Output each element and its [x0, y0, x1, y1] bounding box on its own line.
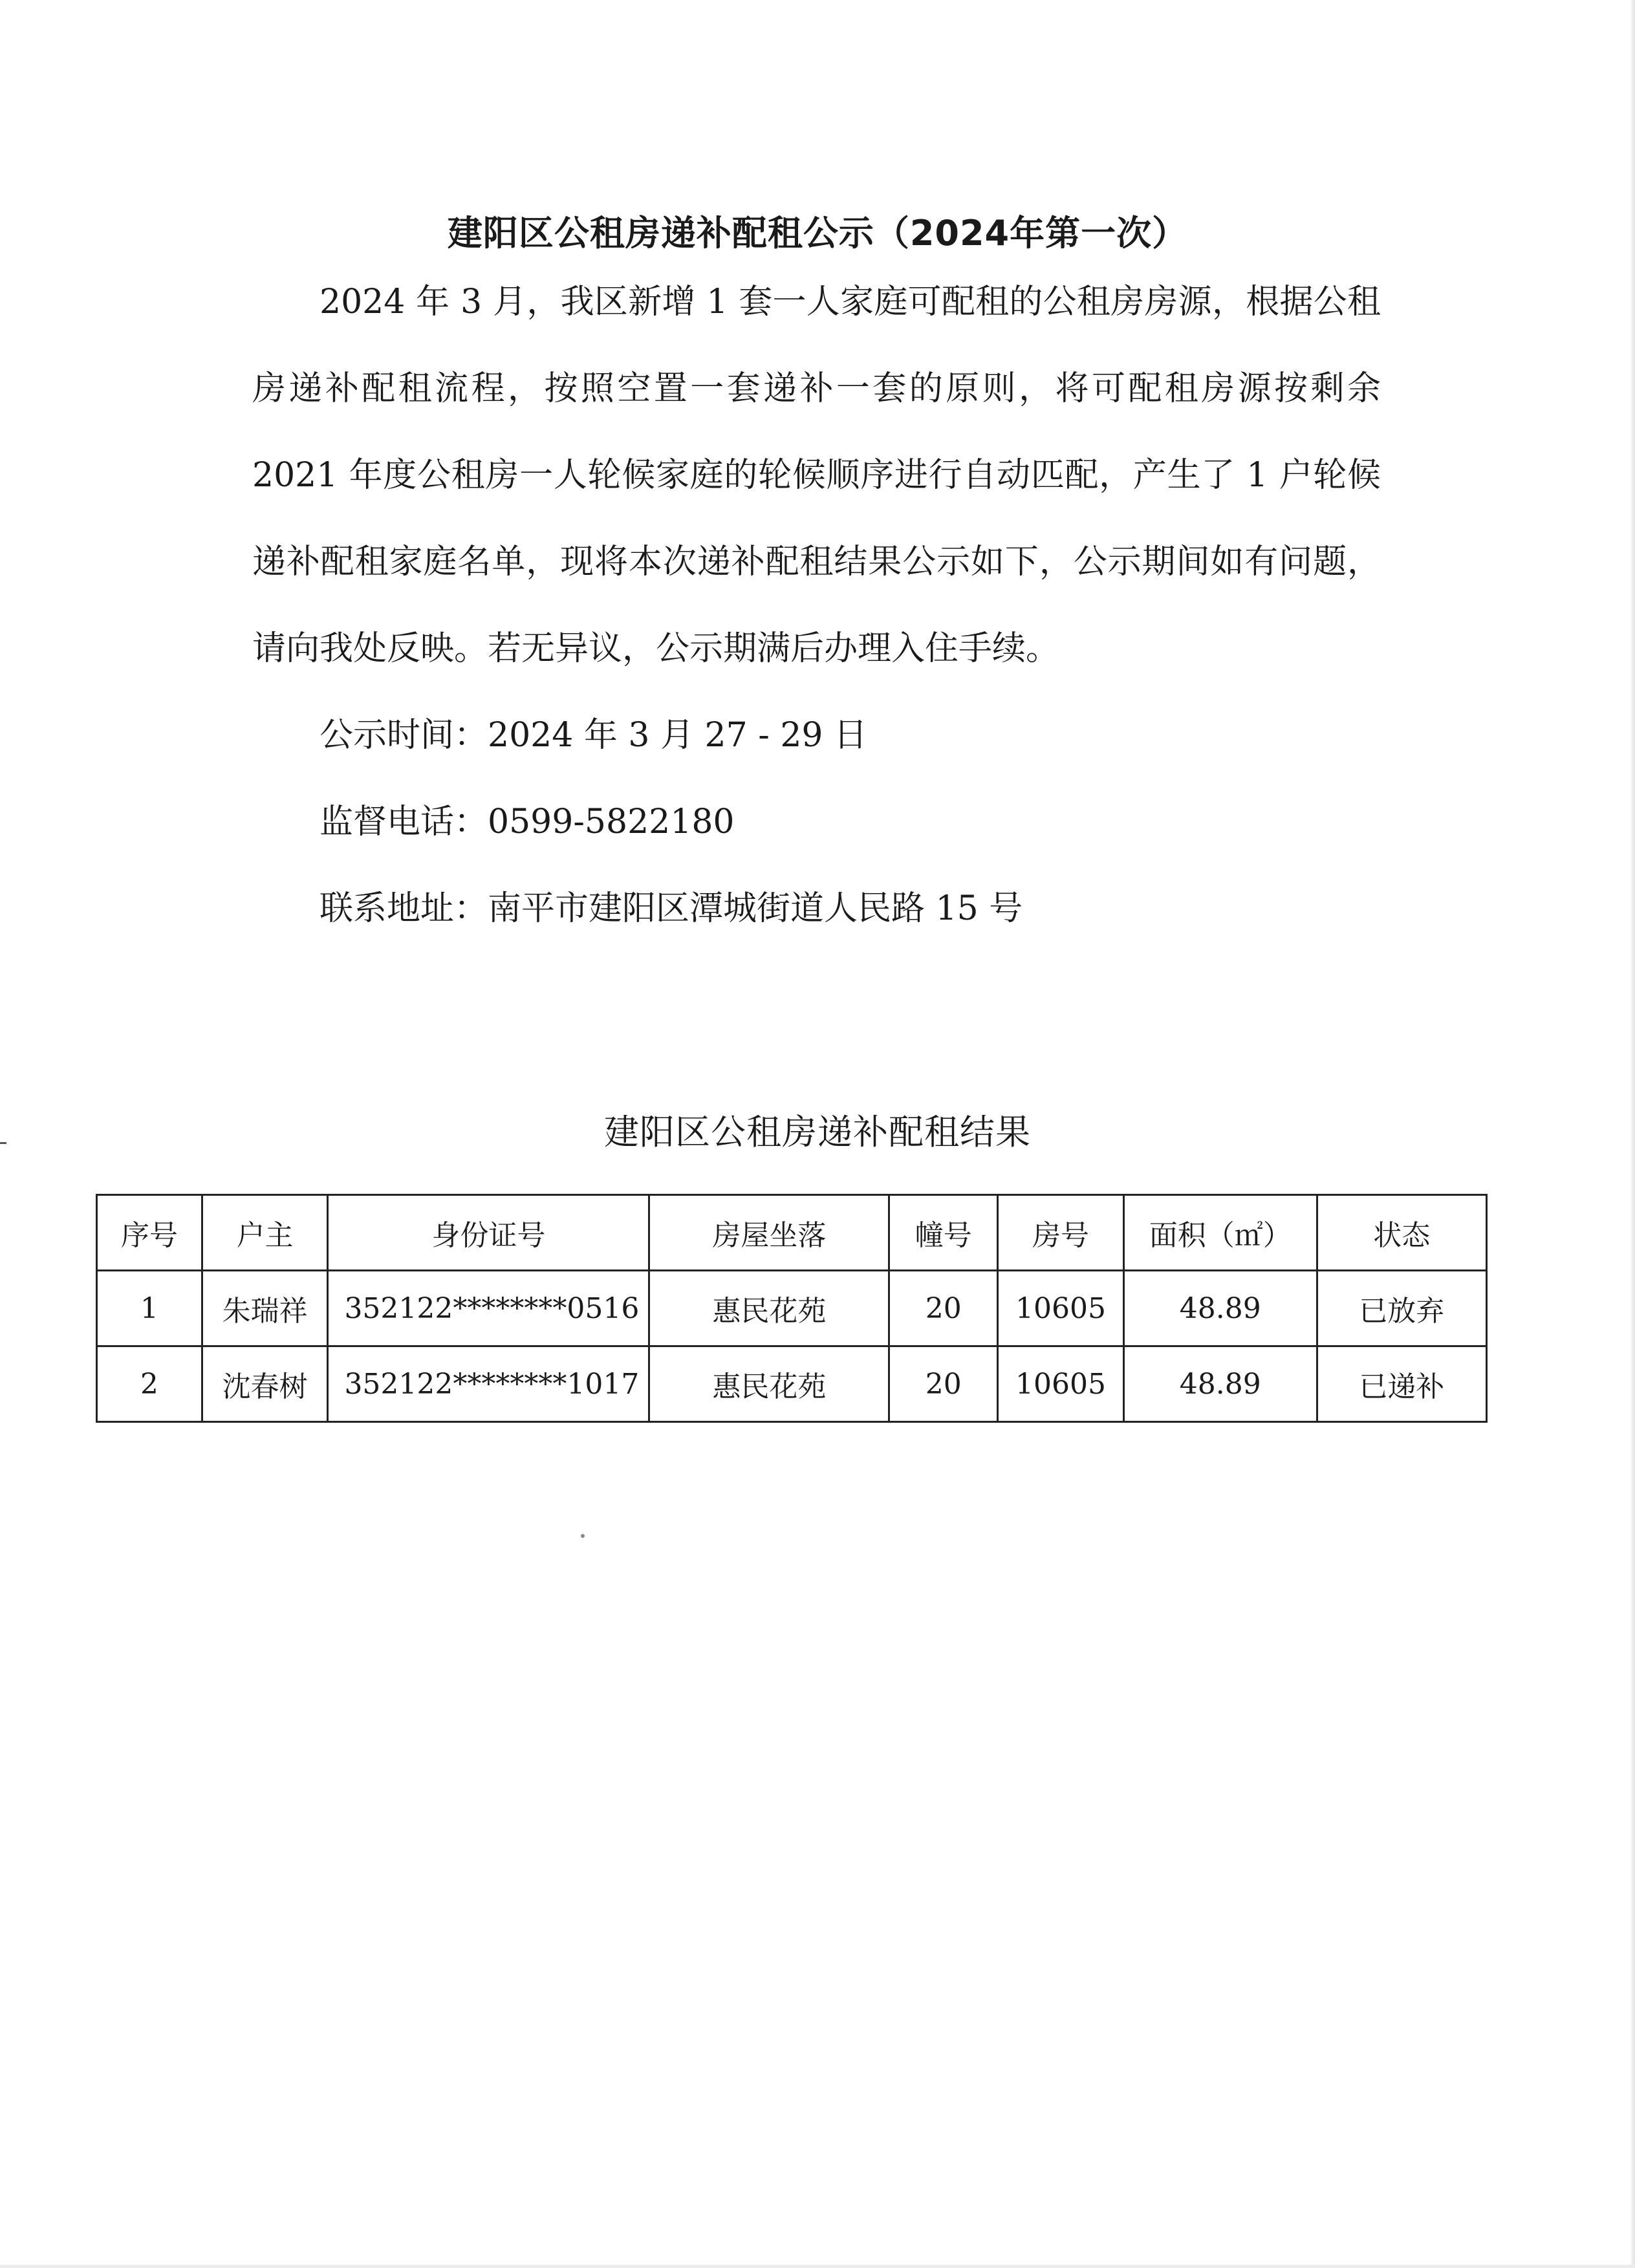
- supervision-phone-line: [252, 779, 1381, 865]
- header-building: 幢号: [889, 1195, 998, 1271]
- publicity-period-label: 公示时间：: [319, 716, 488, 755]
- header-seq: 序号: [97, 1195, 202, 1271]
- cell-building: 20: [889, 1271, 998, 1346]
- document-body: [252, 259, 1381, 952]
- scan-speck: [581, 1534, 585, 1538]
- cell-building: 20: [889, 1346, 998, 1422]
- cell-seq: 2: [97, 1346, 202, 1422]
- supervision-phone-label: 监督电话：: [319, 803, 488, 841]
- table-caption: 建阳区公租房递补配租结果: [604, 1112, 1031, 1152]
- table-row: [97, 1271, 1487, 1346]
- cell-seq: 1: [97, 1271, 202, 1346]
- contact-address-label: 联系地址：: [319, 889, 488, 928]
- header-area: 面积（㎡）: [1123, 1195, 1317, 1271]
- publicity-period-value: 2024 年 3 月 27 - 29 日: [488, 716, 868, 755]
- header-householder: 户主: [202, 1195, 328, 1271]
- document-title: 建阳区公租房递补配租公示（2024年第一次）: [447, 213, 1188, 254]
- cell-id-number: 352122********0516: [328, 1271, 649, 1346]
- page-edge-bottom: [0, 2265, 1635, 2268]
- cell-id-number: 352122********1017: [328, 1346, 649, 1422]
- header-id-number: 身份证号: [328, 1195, 649, 1271]
- publicity-period-line: [252, 692, 1381, 779]
- announcement-paragraph: 2024 年 3 月，我区新增 1 套一人家庭可配租的公租房房源，根据公租房递补配租流程，按照空置一套递补一套的原则，将可配租房源按剩余 2021 年度公租房一人轮候家庭的轮候顺序进行自动匹配，产生了 1 户轮候递补配租家庭名单，现将本次递补配租结果公示如下，公示期间如有问题，请向我处反映。若无异议，公示期满后办理入住手续。: [252, 283, 1381, 668]
- cell-status: 已递补: [1317, 1346, 1486, 1422]
- contact-address-value: 南平市建阳区潭城街道人民路 15 号: [488, 889, 1023, 928]
- table-row: [97, 1346, 1487, 1422]
- cell-room: 10605: [998, 1346, 1124, 1422]
- cell-householder: 沈春树: [202, 1346, 328, 1422]
- supervision-phone-value: 0599-5822180: [488, 803, 735, 841]
- header-status: 状态: [1317, 1195, 1486, 1271]
- cell-area: 48.89: [1123, 1346, 1317, 1422]
- cell-location: 惠民花苑: [649, 1271, 889, 1346]
- table-header-row: [97, 1195, 1487, 1271]
- cell-area: 48.89: [1123, 1271, 1317, 1346]
- header-room: 房号: [998, 1195, 1124, 1271]
- cell-householder: 朱瑞祥: [202, 1271, 328, 1346]
- cell-status: 已放弃: [1317, 1271, 1486, 1346]
- result-table: [96, 1194, 1488, 1423]
- contact-address-line: [252, 865, 1381, 952]
- cell-room: 10605: [998, 1271, 1124, 1346]
- cell-location: 惠民花苑: [649, 1346, 889, 1422]
- header-location: 房屋坐落: [649, 1195, 889, 1271]
